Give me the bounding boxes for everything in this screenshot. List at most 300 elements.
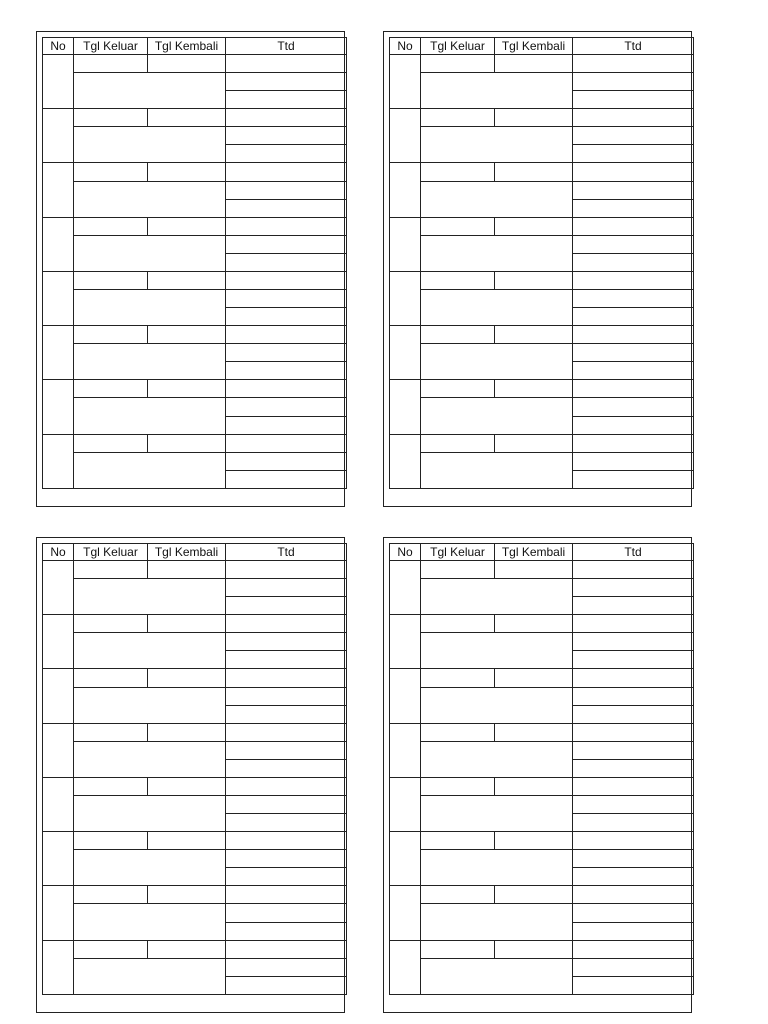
no-cell[interactable] xyxy=(390,109,421,163)
ttd-cell[interactable] xyxy=(226,597,347,615)
ttd-cell[interactable] xyxy=(226,109,347,127)
borrow-card xyxy=(36,31,345,507)
ttd-cell[interactable] xyxy=(573,73,694,91)
tgl-keluar-cell[interactable] xyxy=(74,940,148,958)
note-cell[interactable] xyxy=(421,904,573,940)
loan-table xyxy=(42,543,347,995)
entry-row xyxy=(43,181,347,199)
no-cell[interactable] xyxy=(390,669,421,723)
entry-row xyxy=(390,561,694,579)
ttd-cell[interactable] xyxy=(573,290,694,308)
ttd-cell[interactable] xyxy=(226,217,347,235)
header-tgl-kembali: Tgl Kembali xyxy=(495,38,573,55)
header-no: No xyxy=(390,38,421,55)
entry-row xyxy=(390,615,694,633)
entry-row xyxy=(390,886,694,904)
entry-row xyxy=(390,290,694,308)
tgl-keluar-cell[interactable] xyxy=(421,669,495,687)
tgl-keluar-cell[interactable] xyxy=(421,832,495,850)
note-cell[interactable] xyxy=(74,452,226,488)
entry-row xyxy=(43,380,347,398)
tgl-kembali-cell[interactable] xyxy=(495,326,573,344)
tgl-kembali-cell[interactable] xyxy=(148,777,226,795)
no-cell[interactable] xyxy=(390,271,421,325)
ttd-cell[interactable] xyxy=(226,633,347,651)
entry-row xyxy=(390,73,694,91)
ttd-cell[interactable] xyxy=(226,380,347,398)
tgl-keluar-cell[interactable] xyxy=(74,109,148,127)
note-cell[interactable] xyxy=(421,452,573,488)
tgl-keluar-cell[interactable] xyxy=(421,217,495,235)
ttd-cell[interactable] xyxy=(573,181,694,199)
entry-row xyxy=(43,741,347,759)
no-cell[interactable] xyxy=(390,326,421,380)
note-cell[interactable] xyxy=(421,850,573,886)
tgl-kembali-cell[interactable] xyxy=(495,669,573,687)
entry-row xyxy=(390,723,694,741)
tgl-keluar-cell[interactable] xyxy=(421,380,495,398)
entry-row xyxy=(390,271,694,289)
entry-row xyxy=(390,832,694,850)
header-tgl-keluar: Tgl Keluar xyxy=(421,544,495,561)
tgl-kembali-cell[interactable] xyxy=(495,940,573,958)
ttd-cell[interactable] xyxy=(226,290,347,308)
tgl-keluar-cell[interactable] xyxy=(74,326,148,344)
tgl-keluar-cell[interactable] xyxy=(74,217,148,235)
ttd-cell[interactable] xyxy=(226,579,347,597)
no-cell[interactable] xyxy=(43,940,74,994)
entry-row xyxy=(390,55,694,73)
entry-row xyxy=(43,615,347,633)
ttd-cell[interactable] xyxy=(573,109,694,127)
no-cell[interactable] xyxy=(43,55,74,109)
header-tgl-kembali: Tgl Kembali xyxy=(148,38,226,55)
entry-row xyxy=(390,235,694,253)
no-cell[interactable] xyxy=(390,723,421,777)
tgl-keluar-cell[interactable] xyxy=(74,886,148,904)
no-cell[interactable] xyxy=(390,561,421,615)
entry-row xyxy=(43,850,347,868)
tgl-kembali-cell[interactable] xyxy=(495,832,573,850)
header-row xyxy=(43,544,347,561)
ttd-cell[interactable] xyxy=(226,235,347,253)
no-cell[interactable] xyxy=(43,434,74,488)
entry-row xyxy=(43,669,347,687)
entry-row xyxy=(390,741,694,759)
note-cell[interactable] xyxy=(421,235,573,271)
no-cell[interactable] xyxy=(390,777,421,831)
ttd-cell[interactable] xyxy=(226,922,347,940)
no-cell[interactable] xyxy=(43,271,74,325)
tgl-keluar-cell[interactable] xyxy=(421,886,495,904)
tgl-kembali-cell[interactable] xyxy=(148,109,226,127)
note-cell[interactable] xyxy=(74,741,226,777)
ttd-cell[interactable] xyxy=(573,253,694,271)
entry-row xyxy=(43,561,347,579)
tgl-keluar-cell[interactable] xyxy=(421,723,495,741)
note-cell[interactable] xyxy=(74,73,226,109)
tgl-kembali-cell[interactable] xyxy=(495,380,573,398)
ttd-cell[interactable] xyxy=(573,55,694,73)
ttd-cell[interactable] xyxy=(573,832,694,850)
header-ttd: Ttd xyxy=(573,544,694,561)
ttd-cell[interactable] xyxy=(226,181,347,199)
ttd-cell[interactable] xyxy=(573,91,694,109)
note-cell[interactable] xyxy=(74,633,226,669)
tgl-kembali-cell[interactable] xyxy=(495,109,573,127)
header-ttd: Ttd xyxy=(226,38,347,55)
entry-row xyxy=(390,669,694,687)
tgl-keluar-cell[interactable] xyxy=(74,55,148,73)
tgl-kembali-cell[interactable] xyxy=(148,380,226,398)
entry-row xyxy=(390,777,694,795)
no-cell[interactable] xyxy=(390,832,421,886)
ttd-cell[interactable] xyxy=(226,271,347,289)
tgl-kembali-cell[interactable] xyxy=(495,615,573,633)
note-cell[interactable] xyxy=(421,741,573,777)
note-cell[interactable] xyxy=(74,579,226,615)
ttd-cell[interactable] xyxy=(226,940,347,958)
header-row xyxy=(43,38,347,55)
entry-row xyxy=(390,181,694,199)
ttd-cell[interactable] xyxy=(573,326,694,344)
ttd-cell[interactable] xyxy=(226,886,347,904)
ttd-cell[interactable] xyxy=(226,127,347,145)
note-cell[interactable] xyxy=(74,181,226,217)
entry-row xyxy=(43,452,347,470)
note-cell[interactable] xyxy=(74,796,226,832)
ttd-cell[interactable] xyxy=(226,741,347,759)
ttd-cell[interactable] xyxy=(573,868,694,886)
tgl-keluar-cell[interactable] xyxy=(421,615,495,633)
tgl-kembali-cell[interactable] xyxy=(148,940,226,958)
ttd-cell[interactable] xyxy=(573,308,694,326)
no-cell[interactable] xyxy=(390,55,421,109)
note-cell[interactable] xyxy=(74,687,226,723)
note-cell[interactable] xyxy=(421,579,573,615)
tgl-keluar-cell[interactable] xyxy=(74,380,148,398)
note-cell[interactable] xyxy=(421,687,573,723)
ttd-cell[interactable] xyxy=(226,199,347,217)
tgl-keluar-cell[interactable] xyxy=(74,615,148,633)
tgl-keluar-cell[interactable] xyxy=(421,271,495,289)
entry-row xyxy=(43,434,347,452)
ttd-cell[interactable] xyxy=(573,127,694,145)
tgl-keluar-cell[interactable] xyxy=(421,561,495,579)
entry-row xyxy=(43,163,347,181)
note-cell[interactable] xyxy=(421,181,573,217)
ttd-cell[interactable] xyxy=(573,777,694,795)
no-cell[interactable] xyxy=(390,886,421,940)
ttd-cell[interactable] xyxy=(573,940,694,958)
no-cell[interactable] xyxy=(43,109,74,163)
ttd-cell[interactable] xyxy=(226,976,347,994)
ttd-cell[interactable] xyxy=(573,362,694,380)
ttd-cell[interactable] xyxy=(573,633,694,651)
no-cell[interactable] xyxy=(43,723,74,777)
no-cell[interactable] xyxy=(390,217,421,271)
no-cell[interactable] xyxy=(43,832,74,886)
ttd-cell[interactable] xyxy=(226,759,347,777)
ttd-cell[interactable] xyxy=(573,976,694,994)
ttd-cell[interactable] xyxy=(573,163,694,181)
ttd-cell[interactable] xyxy=(226,832,347,850)
no-cell[interactable] xyxy=(390,615,421,669)
entry-row xyxy=(43,940,347,958)
tgl-keluar-cell[interactable] xyxy=(74,832,148,850)
ttd-cell[interactable] xyxy=(573,796,694,814)
ttd-cell[interactable] xyxy=(226,91,347,109)
ttd-cell[interactable] xyxy=(573,904,694,922)
entry-row xyxy=(43,832,347,850)
tgl-kembali-cell[interactable] xyxy=(148,723,226,741)
ttd-cell[interactable] xyxy=(573,145,694,163)
entry-row xyxy=(390,687,694,705)
no-cell[interactable] xyxy=(390,163,421,217)
entry-row xyxy=(43,109,347,127)
tgl-kembali-cell[interactable] xyxy=(495,217,573,235)
tgl-kembali-cell[interactable] xyxy=(148,271,226,289)
no-cell[interactable] xyxy=(390,434,421,488)
ttd-cell[interactable] xyxy=(226,814,347,832)
ttd-cell[interactable] xyxy=(226,470,347,488)
ttd-cell[interactable] xyxy=(226,850,347,868)
ttd-cell[interactable] xyxy=(573,398,694,416)
note-cell[interactable] xyxy=(421,290,573,326)
tgl-keluar-cell[interactable] xyxy=(421,326,495,344)
entry-row xyxy=(390,109,694,127)
tgl-kembali-cell[interactable] xyxy=(495,777,573,795)
ttd-cell[interactable] xyxy=(226,958,347,976)
note-cell[interactable] xyxy=(74,904,226,940)
no-cell[interactable] xyxy=(43,615,74,669)
ttd-cell[interactable] xyxy=(573,344,694,362)
tgl-kembali-cell[interactable] xyxy=(148,669,226,687)
tgl-keluar-cell[interactable] xyxy=(421,55,495,73)
ttd-cell[interactable] xyxy=(226,145,347,163)
ttd-cell[interactable] xyxy=(226,615,347,633)
no-cell[interactable] xyxy=(43,217,74,271)
ttd-cell[interactable] xyxy=(226,416,347,434)
header-tgl-keluar: Tgl Keluar xyxy=(74,38,148,55)
ttd-cell[interactable] xyxy=(226,344,347,362)
tgl-keluar-cell[interactable] xyxy=(421,777,495,795)
entry-row xyxy=(43,579,347,597)
entry-row xyxy=(390,127,694,145)
ttd-cell[interactable] xyxy=(226,326,347,344)
note-cell[interactable] xyxy=(421,344,573,380)
note-cell[interactable] xyxy=(421,73,573,109)
tgl-keluar-cell[interactable] xyxy=(74,669,148,687)
tgl-keluar-cell[interactable] xyxy=(74,434,148,452)
ttd-cell[interactable] xyxy=(226,705,347,723)
header-tgl-keluar: Tgl Keluar xyxy=(421,38,495,55)
ttd-cell[interactable] xyxy=(573,434,694,452)
entry-row xyxy=(43,235,347,253)
no-cell[interactable] xyxy=(43,669,74,723)
ttd-cell[interactable] xyxy=(573,723,694,741)
ttd-cell[interactable] xyxy=(226,669,347,687)
ttd-cell[interactable] xyxy=(573,217,694,235)
note-cell[interactable] xyxy=(421,796,573,832)
ttd-cell[interactable] xyxy=(573,922,694,940)
entry-row xyxy=(390,958,694,976)
note-cell[interactable] xyxy=(421,958,573,994)
note-cell[interactable] xyxy=(74,127,226,163)
loan-table xyxy=(42,37,347,489)
no-cell[interactable] xyxy=(43,886,74,940)
loan-table xyxy=(389,543,694,995)
borrow-card xyxy=(383,31,692,507)
entry-row xyxy=(390,163,694,181)
header-tgl-keluar: Tgl Keluar xyxy=(74,544,148,561)
ttd-cell[interactable] xyxy=(573,651,694,669)
ttd-cell[interactable] xyxy=(573,452,694,470)
ttd-cell[interactable] xyxy=(573,470,694,488)
note-cell[interactable] xyxy=(421,398,573,434)
ttd-cell[interactable] xyxy=(573,579,694,597)
no-cell[interactable] xyxy=(43,326,74,380)
note-cell[interactable] xyxy=(74,398,226,434)
tgl-kembali-cell[interactable] xyxy=(495,271,573,289)
ttd-cell[interactable] xyxy=(573,886,694,904)
no-cell[interactable] xyxy=(43,561,74,615)
header-ttd: Ttd xyxy=(573,38,694,55)
note-cell[interactable] xyxy=(74,235,226,271)
tgl-keluar-cell[interactable] xyxy=(74,271,148,289)
header-row xyxy=(390,544,694,561)
ttd-cell[interactable] xyxy=(226,73,347,91)
entry-row xyxy=(43,904,347,922)
ttd-cell[interactable] xyxy=(226,452,347,470)
ttd-cell[interactable] xyxy=(226,398,347,416)
tgl-kembali-cell[interactable] xyxy=(148,615,226,633)
no-cell[interactable] xyxy=(43,163,74,217)
tgl-kembali-cell[interactable] xyxy=(495,55,573,73)
entry-row xyxy=(43,723,347,741)
tgl-kembali-cell[interactable] xyxy=(495,434,573,452)
header-tgl-kembali: Tgl Kembali xyxy=(495,544,573,561)
no-cell[interactable] xyxy=(43,777,74,831)
ttd-cell[interactable] xyxy=(226,362,347,380)
header-ttd: Ttd xyxy=(226,544,347,561)
no-cell[interactable] xyxy=(43,380,74,434)
note-cell[interactable] xyxy=(74,958,226,994)
tgl-kembali-cell[interactable] xyxy=(148,326,226,344)
borrow-card xyxy=(36,537,345,1013)
ttd-cell[interactable] xyxy=(226,904,347,922)
ttd-cell[interactable] xyxy=(573,759,694,777)
entry-row xyxy=(390,904,694,922)
no-cell[interactable] xyxy=(390,940,421,994)
ttd-cell[interactable] xyxy=(573,380,694,398)
ttd-cell[interactable] xyxy=(226,561,347,579)
tgl-keluar-cell[interactable] xyxy=(421,163,495,181)
no-cell[interactable] xyxy=(390,380,421,434)
header-tgl-kembali: Tgl Kembali xyxy=(148,544,226,561)
tgl-kembali-cell[interactable] xyxy=(148,434,226,452)
ttd-cell[interactable] xyxy=(573,958,694,976)
tgl-kembali-cell[interactable] xyxy=(148,55,226,73)
ttd-cell[interactable] xyxy=(226,687,347,705)
tgl-keluar-cell[interactable] xyxy=(74,163,148,181)
ttd-cell[interactable] xyxy=(226,308,347,326)
entry-row xyxy=(43,633,347,651)
tgl-keluar-cell[interactable] xyxy=(74,561,148,579)
entry-row xyxy=(390,344,694,362)
ttd-cell[interactable] xyxy=(226,868,347,886)
ttd-cell[interactable] xyxy=(226,434,347,452)
entry-row xyxy=(390,434,694,452)
entry-row xyxy=(43,73,347,91)
note-cell[interactable] xyxy=(74,344,226,380)
tgl-kembali-cell[interactable] xyxy=(495,163,573,181)
tgl-kembali-cell[interactable] xyxy=(148,886,226,904)
ttd-cell[interactable] xyxy=(573,199,694,217)
note-cell[interactable] xyxy=(74,290,226,326)
ttd-cell[interactable] xyxy=(573,669,694,687)
ttd-cell[interactable] xyxy=(226,796,347,814)
tgl-kembali-cell[interactable] xyxy=(495,723,573,741)
tgl-keluar-cell[interactable] xyxy=(74,723,148,741)
tgl-keluar-cell[interactable] xyxy=(421,940,495,958)
tgl-kembali-cell[interactable] xyxy=(148,561,226,579)
ttd-cell[interactable] xyxy=(226,723,347,741)
tgl-kembali-cell[interactable] xyxy=(148,832,226,850)
tgl-kembali-cell[interactable] xyxy=(148,217,226,235)
loan-table xyxy=(389,37,694,489)
ttd-cell[interactable] xyxy=(573,271,694,289)
tgl-kembali-cell[interactable] xyxy=(495,886,573,904)
ttd-cell[interactable] xyxy=(226,651,347,669)
entry-row xyxy=(390,796,694,814)
ttd-cell[interactable] xyxy=(573,705,694,723)
entry-row xyxy=(43,398,347,416)
note-cell[interactable] xyxy=(421,633,573,669)
entry-row xyxy=(390,940,694,958)
entry-row xyxy=(43,55,347,73)
ttd-cell[interactable] xyxy=(573,615,694,633)
entry-row xyxy=(43,217,347,235)
ttd-cell[interactable] xyxy=(573,561,694,579)
ttd-cell[interactable] xyxy=(573,687,694,705)
ttd-cell[interactable] xyxy=(226,163,347,181)
entry-row xyxy=(43,326,347,344)
ttd-cell[interactable] xyxy=(226,55,347,73)
entry-row xyxy=(43,271,347,289)
ttd-cell[interactable] xyxy=(573,814,694,832)
tgl-keluar-cell[interactable] xyxy=(421,434,495,452)
tgl-keluar-cell[interactable] xyxy=(421,109,495,127)
ttd-cell[interactable] xyxy=(573,235,694,253)
ttd-cell[interactable] xyxy=(226,777,347,795)
header-no: No xyxy=(43,544,74,561)
ttd-cell[interactable] xyxy=(573,597,694,615)
entry-row xyxy=(43,127,347,145)
ttd-cell[interactable] xyxy=(226,253,347,271)
ttd-cell[interactable] xyxy=(573,741,694,759)
tgl-keluar-cell[interactable] xyxy=(74,777,148,795)
header-no: No xyxy=(390,544,421,561)
ttd-cell[interactable] xyxy=(573,850,694,868)
tgl-kembali-cell[interactable] xyxy=(148,163,226,181)
note-cell[interactable] xyxy=(421,127,573,163)
borrow-card xyxy=(383,537,692,1013)
tgl-kembali-cell[interactable] xyxy=(495,561,573,579)
entry-row xyxy=(390,633,694,651)
ttd-cell[interactable] xyxy=(573,416,694,434)
note-cell[interactable] xyxy=(74,850,226,886)
